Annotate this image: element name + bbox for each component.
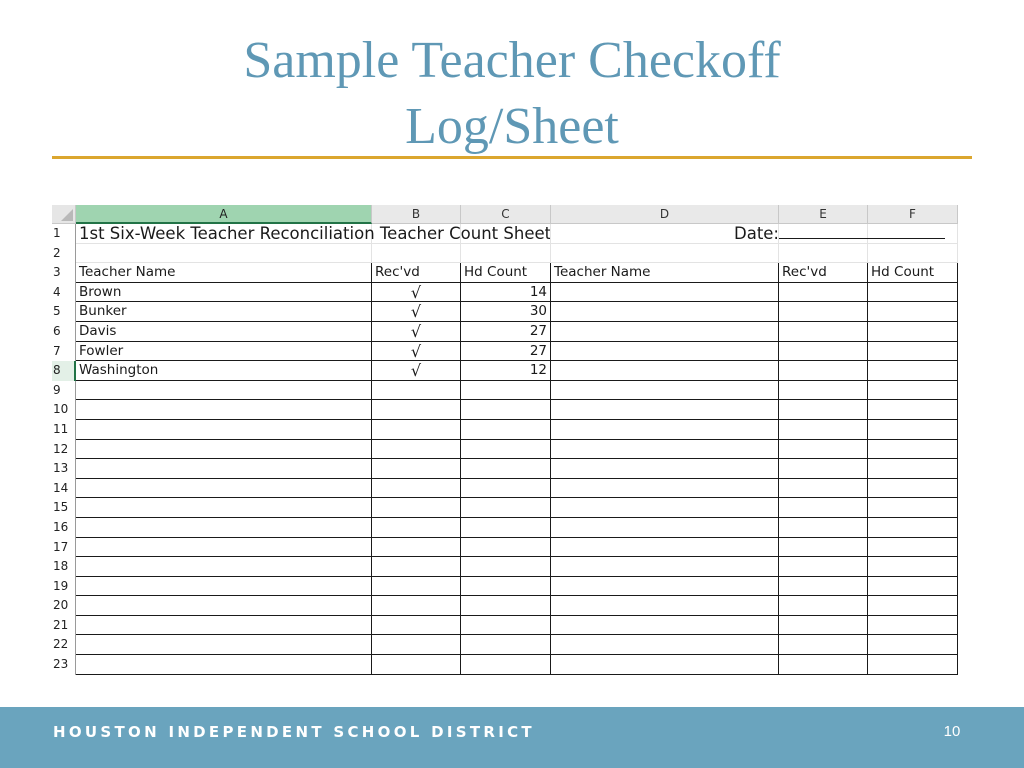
sheet-cell[interactable] <box>779 577 868 597</box>
head-count-cell[interactable]: 27 <box>461 342 551 362</box>
column-label-cell[interactable]: Rec'vd <box>779 263 868 283</box>
sheet-cell[interactable] <box>868 244 958 264</box>
sheet-cell[interactable] <box>551 498 779 518</box>
page-number: 10 <box>943 723 961 740</box>
sheet-cell[interactable] <box>551 518 779 538</box>
sheet-cell[interactable] <box>461 557 551 577</box>
sheet-cell[interactable] <box>779 655 868 675</box>
sheet-cell[interactable] <box>372 538 461 558</box>
row-header[interactable]: 6 <box>52 322 76 342</box>
column-header-d[interactable]: D <box>551 205 779 224</box>
sheet-row <box>52 244 989 264</box>
column-label-cell[interactable]: Teacher Name <box>76 263 372 283</box>
sheet-cell[interactable] <box>372 577 461 597</box>
sheet-cell[interactable] <box>779 440 868 460</box>
sheet-cell[interactable] <box>461 596 551 616</box>
sheet-cell[interactable] <box>868 420 958 440</box>
sheet-cell[interactable] <box>76 459 372 479</box>
sheet-cell[interactable] <box>461 459 551 479</box>
head-count-cell[interactable]: 12 <box>461 361 551 381</box>
sheet-title-cell[interactable]: 1st Six-Week Teacher Reconciliation Teacher Count Sheet <box>76 224 372 244</box>
sheet-cell[interactable] <box>868 557 958 577</box>
head-count-cell[interactable]: 27 <box>461 322 551 342</box>
select-all-corner[interactable] <box>52 205 76 224</box>
sheet-cell[interactable] <box>461 381 551 401</box>
sheet-row <box>52 342 989 362</box>
sheet-cell[interactable] <box>779 400 868 420</box>
sheet-cell[interactable] <box>372 655 461 675</box>
sheet-cell[interactable] <box>76 440 372 460</box>
sheet-cell[interactable] <box>868 440 958 460</box>
row-header[interactable]: 9 <box>52 381 76 401</box>
sheet-cell[interactable] <box>372 518 461 538</box>
sheet-cell[interactable] <box>76 420 372 440</box>
row-header[interactable]: 22 <box>52 635 76 655</box>
sheet-row <box>52 400 989 420</box>
sheet-cell[interactable] <box>779 381 868 401</box>
sheet-row <box>52 440 989 460</box>
sheet-cell[interactable] <box>551 655 779 675</box>
sheet-cell[interactable] <box>461 224 551 244</box>
sheet-cell[interactable] <box>868 302 958 322</box>
sheet-cell[interactable] <box>461 420 551 440</box>
sheet-cell[interactable] <box>372 498 461 518</box>
sheet-cell[interactable] <box>551 342 779 362</box>
sheet-cell[interactable] <box>76 538 372 558</box>
sheet-cell[interactable] <box>868 479 958 499</box>
column-header-f[interactable]: F <box>868 205 958 224</box>
row-header[interactable]: 14 <box>52 479 76 499</box>
column-label-cell[interactable]: Hd Count <box>461 263 551 283</box>
sheet-cell[interactable] <box>372 400 461 420</box>
teacher-name-cell[interactable]: Bunker <box>76 302 372 322</box>
sheet-cell[interactable] <box>779 283 868 303</box>
row-header[interactable]: 12 <box>52 440 76 460</box>
sheet-cell[interactable] <box>551 283 779 303</box>
sheet-row <box>52 518 989 538</box>
sheet-cell[interactable] <box>551 479 779 499</box>
sheet-cell[interactable] <box>868 381 958 401</box>
sheet-cell[interactable] <box>372 459 461 479</box>
sheet-cell[interactable] <box>779 302 868 322</box>
sheet-cell[interactable] <box>76 479 372 499</box>
sheet-cell[interactable] <box>76 498 372 518</box>
row-header[interactable]: 13 <box>52 459 76 479</box>
sheet-cell[interactable] <box>868 361 958 381</box>
sheet-cell[interactable] <box>76 635 372 655</box>
sheet-cell[interactable] <box>551 224 779 244</box>
sheet-cell[interactable] <box>779 596 868 616</box>
date-label: Date: <box>734 224 779 243</box>
sheet-row <box>52 224 989 244</box>
column-header-b[interactable]: B <box>372 205 461 224</box>
column-label-cell[interactable]: Teacher Name <box>551 263 779 283</box>
sheet-cell[interactable] <box>372 596 461 616</box>
sheet-cell[interactable] <box>779 244 868 264</box>
row-header[interactable]: 23 <box>52 655 76 675</box>
row-header[interactable]: 18 <box>52 557 76 577</box>
head-count-cell[interactable]: 30 <box>461 302 551 322</box>
sheet-cell[interactable] <box>779 635 868 655</box>
date-blank-line[interactable] <box>779 224 945 239</box>
sheet-cell[interactable] <box>779 616 868 636</box>
sheet-cell[interactable] <box>551 400 779 420</box>
sheet-cell[interactable] <box>779 538 868 558</box>
row-header[interactable]: 17 <box>52 538 76 558</box>
row-header[interactable]: 2 <box>52 244 76 264</box>
sheet-row <box>52 459 989 479</box>
received-check-cell[interactable]: √ <box>372 361 461 381</box>
column-label-cell[interactable]: Hd Count <box>868 263 958 283</box>
sheet-cell[interactable] <box>76 244 372 264</box>
sheet-cell[interactable] <box>461 479 551 499</box>
row-header[interactable]: 16 <box>52 518 76 538</box>
sheet-cell[interactable] <box>461 577 551 597</box>
row-header[interactable]: 19 <box>52 577 76 597</box>
sheet-cell[interactable] <box>779 498 868 518</box>
column-header-bar <box>76 205 958 224</box>
sheet-cell[interactable] <box>868 342 958 362</box>
spreadsheet-screenshot <box>52 205 989 686</box>
sheet-cell[interactable] <box>461 616 551 636</box>
sheet-cell[interactable] <box>868 635 958 655</box>
sheet-cell[interactable] <box>551 538 779 558</box>
row-header[interactable]: 8 <box>52 361 76 381</box>
sheet-cell[interactable] <box>372 420 461 440</box>
sheet-row <box>52 479 989 499</box>
sheet-cell[interactable] <box>779 342 868 362</box>
sheet-cell[interactable] <box>372 381 461 401</box>
sheet-cell[interactable] <box>551 381 779 401</box>
sheet-cell[interactable] <box>461 538 551 558</box>
sheet-cell[interactable] <box>461 440 551 460</box>
sheet-cell[interactable] <box>868 322 958 342</box>
sheet-cell[interactable] <box>868 577 958 597</box>
sheet-cell[interactable] <box>779 322 868 342</box>
sheet-cell[interactable] <box>868 400 958 420</box>
title-divider <box>52 156 972 159</box>
column-label-cell[interactable]: Rec'vd <box>372 263 461 283</box>
received-check-cell[interactable]: √ <box>372 283 461 303</box>
sheet-cell[interactable] <box>551 440 779 460</box>
date-field <box>734 224 945 243</box>
received-check-cell[interactable]: √ <box>372 342 461 362</box>
sheet-row <box>52 263 989 283</box>
slide-title-line-2: Log/Sheet <box>405 98 619 155</box>
sheet-cell[interactable] <box>372 440 461 460</box>
received-check-cell[interactable]: √ <box>372 322 461 342</box>
sheet-cell[interactable] <box>551 596 779 616</box>
footer-bar <box>0 707 1024 768</box>
teacher-name-cell[interactable]: Washington <box>76 361 372 381</box>
footer-organization: HOUSTON INDEPENDENT SCHOOL DISTRICT <box>53 723 535 741</box>
teacher-name-cell[interactable]: Fowler <box>76 342 372 362</box>
sheet-cell[interactable] <box>551 459 779 479</box>
teacher-name-cell[interactable]: Davis <box>76 322 372 342</box>
sheet-row <box>52 302 989 322</box>
sheet-row <box>52 655 989 675</box>
sheet-cell[interactable] <box>551 557 779 577</box>
row-header[interactable]: 3 <box>52 263 76 283</box>
row-header[interactable]: 5 <box>52 302 76 322</box>
sheet-cell[interactable] <box>76 400 372 420</box>
sheet-cell[interactable] <box>372 244 461 264</box>
sheet-cell[interactable] <box>461 635 551 655</box>
column-header-c[interactable]: C <box>461 205 551 224</box>
sheet-cell[interactable] <box>372 479 461 499</box>
sheet-cell[interactable] <box>76 381 372 401</box>
sheet-row <box>52 420 989 440</box>
column-header-e[interactable]: E <box>779 205 868 224</box>
sheet-cell[interactable] <box>551 420 779 440</box>
sheet-cell[interactable] <box>868 459 958 479</box>
sheet-row <box>52 361 989 381</box>
sheet-row <box>52 577 989 597</box>
sheet-row <box>52 616 989 636</box>
sheet-row <box>52 322 989 342</box>
sheet-row <box>52 538 989 558</box>
sheet-cell[interactable] <box>461 498 551 518</box>
sheet-row <box>52 635 989 655</box>
sheet-cell[interactable] <box>461 400 551 420</box>
row-header[interactable]: 11 <box>52 420 76 440</box>
row-header[interactable]: 20 <box>52 596 76 616</box>
sheet-cell[interactable] <box>461 655 551 675</box>
sheet-cell[interactable] <box>868 616 958 636</box>
sheet-row <box>52 283 989 303</box>
head-count-cell[interactable]: 14 <box>461 283 551 303</box>
sheet-cell[interactable] <box>551 361 779 381</box>
sheet-cell[interactable] <box>372 224 461 244</box>
column-header-a[interactable]: A <box>76 205 372 224</box>
sheet-cell[interactable] <box>779 420 868 440</box>
sheet-cell[interactable] <box>372 557 461 577</box>
slide-title-line-1: Sample Teacher Checkoff <box>243 32 781 89</box>
row-header[interactable]: 1 <box>52 224 76 244</box>
sheet-cell[interactable] <box>868 518 958 538</box>
sheet-cell[interactable] <box>551 616 779 636</box>
sheet-cell[interactable] <box>779 518 868 538</box>
sheet-cell[interactable] <box>551 635 779 655</box>
sheet-cell[interactable] <box>76 596 372 616</box>
sheet-row <box>52 381 989 401</box>
row-header[interactable]: 4 <box>52 283 76 303</box>
sheet-cell[interactable] <box>461 518 551 538</box>
sheet-cell[interactable] <box>76 557 372 577</box>
sheet-cell[interactable] <box>372 635 461 655</box>
row-header[interactable]: 10 <box>52 400 76 420</box>
select-all-icon <box>61 209 73 221</box>
sheet-cell[interactable] <box>779 459 868 479</box>
row-header[interactable]: 21 <box>52 616 76 636</box>
sheet-cell[interactable] <box>76 616 372 636</box>
row-header[interactable]: 15 <box>52 498 76 518</box>
sheet-cell[interactable] <box>868 655 958 675</box>
sheet-cell[interactable] <box>551 577 779 597</box>
sheet-cell[interactable] <box>551 302 779 322</box>
sheet-row <box>52 596 989 616</box>
sheet-cell[interactable] <box>551 322 779 342</box>
sheet-row <box>52 557 989 577</box>
row-header[interactable]: 7 <box>52 342 76 362</box>
sheet-cell[interactable] <box>461 244 551 264</box>
sheet-cell[interactable] <box>868 498 958 518</box>
slide-title <box>0 28 1024 160</box>
sheet-cell[interactable] <box>76 518 372 538</box>
sheet-cell[interactable] <box>779 361 868 381</box>
sheet-cell[interactable] <box>76 655 372 675</box>
sheet-cell[interactable] <box>868 283 958 303</box>
sheet-row <box>52 498 989 518</box>
sheet-cell[interactable] <box>779 557 868 577</box>
sheet-cell[interactable] <box>868 596 958 616</box>
sheet-cell[interactable] <box>551 244 779 264</box>
sheet-cell[interactable] <box>372 616 461 636</box>
sheet-cell[interactable] <box>779 479 868 499</box>
sheet-cell[interactable] <box>76 577 372 597</box>
received-check-cell[interactable]: √ <box>372 302 461 322</box>
sheet-cell[interactable] <box>868 538 958 558</box>
sheet-grid <box>52 224 989 675</box>
teacher-name-cell[interactable]: Brown <box>76 283 372 303</box>
